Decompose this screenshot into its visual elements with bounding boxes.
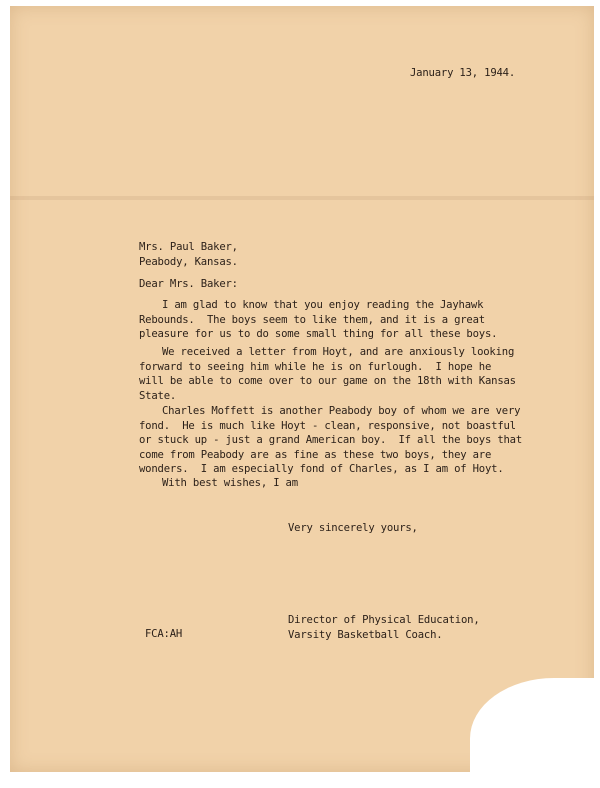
complimentary-close: Very sincerely yours, [288, 522, 418, 534]
paragraph-line: fond. He is much like Hoyt - clean, responsive, not boastful [139, 419, 516, 432]
reference-initials: FCA:AH [145, 628, 183, 640]
signature-block [288, 613, 480, 642]
paragraph-line: or stuck up - just a grand American boy. If all the boys that [139, 434, 523, 447]
recipient-name: Mrs. Paul Baker, [139, 241, 238, 253]
paragraph-line: Rebounds. The boys seem to like them, and it is a great [139, 313, 485, 326]
recipient-address [139, 240, 238, 269]
paragraph-line: come from Peabody are as fine as these two boys, they are [139, 448, 492, 461]
closing-line: With best wishes, I am [162, 477, 298, 489]
paragraph-line: pleasure for us to do some small thing for all these boys. [139, 328, 498, 341]
paragraph-1 [139, 298, 497, 342]
paragraph-line: wonders. I am especially fond of Charles, as I am of Hoyt. [139, 463, 504, 476]
letter-date: January 13, 1944. [410, 67, 516, 79]
paragraph-line: forward to seeing him while he is on furlough. I hope he [139, 360, 492, 373]
signature-title-2: Varsity Basketball Coach. [288, 628, 443, 641]
page-fold-line [10, 196, 594, 200]
recipient-location: Peabody, Kansas. [139, 255, 238, 268]
paragraph-line: Charles Moffett is another Peabody boy of whom we are very [162, 405, 521, 417]
salutation: Dear Mrs. Baker: [139, 278, 238, 290]
paragraph-line: will be able to come over to our game on the 18th with Kansas [139, 375, 516, 388]
paragraph-3 [139, 404, 522, 477]
signature-title-1: Director of Physical Education, [288, 614, 480, 626]
paragraph-line: I am glad to know that you enjoy reading the Jayhawk [162, 299, 484, 311]
paragraph-2 [139, 345, 516, 403]
paragraph-line: State. [139, 389, 177, 402]
paragraph-line: We received a letter from Hoyt, and are anxiously looking [162, 346, 515, 358]
